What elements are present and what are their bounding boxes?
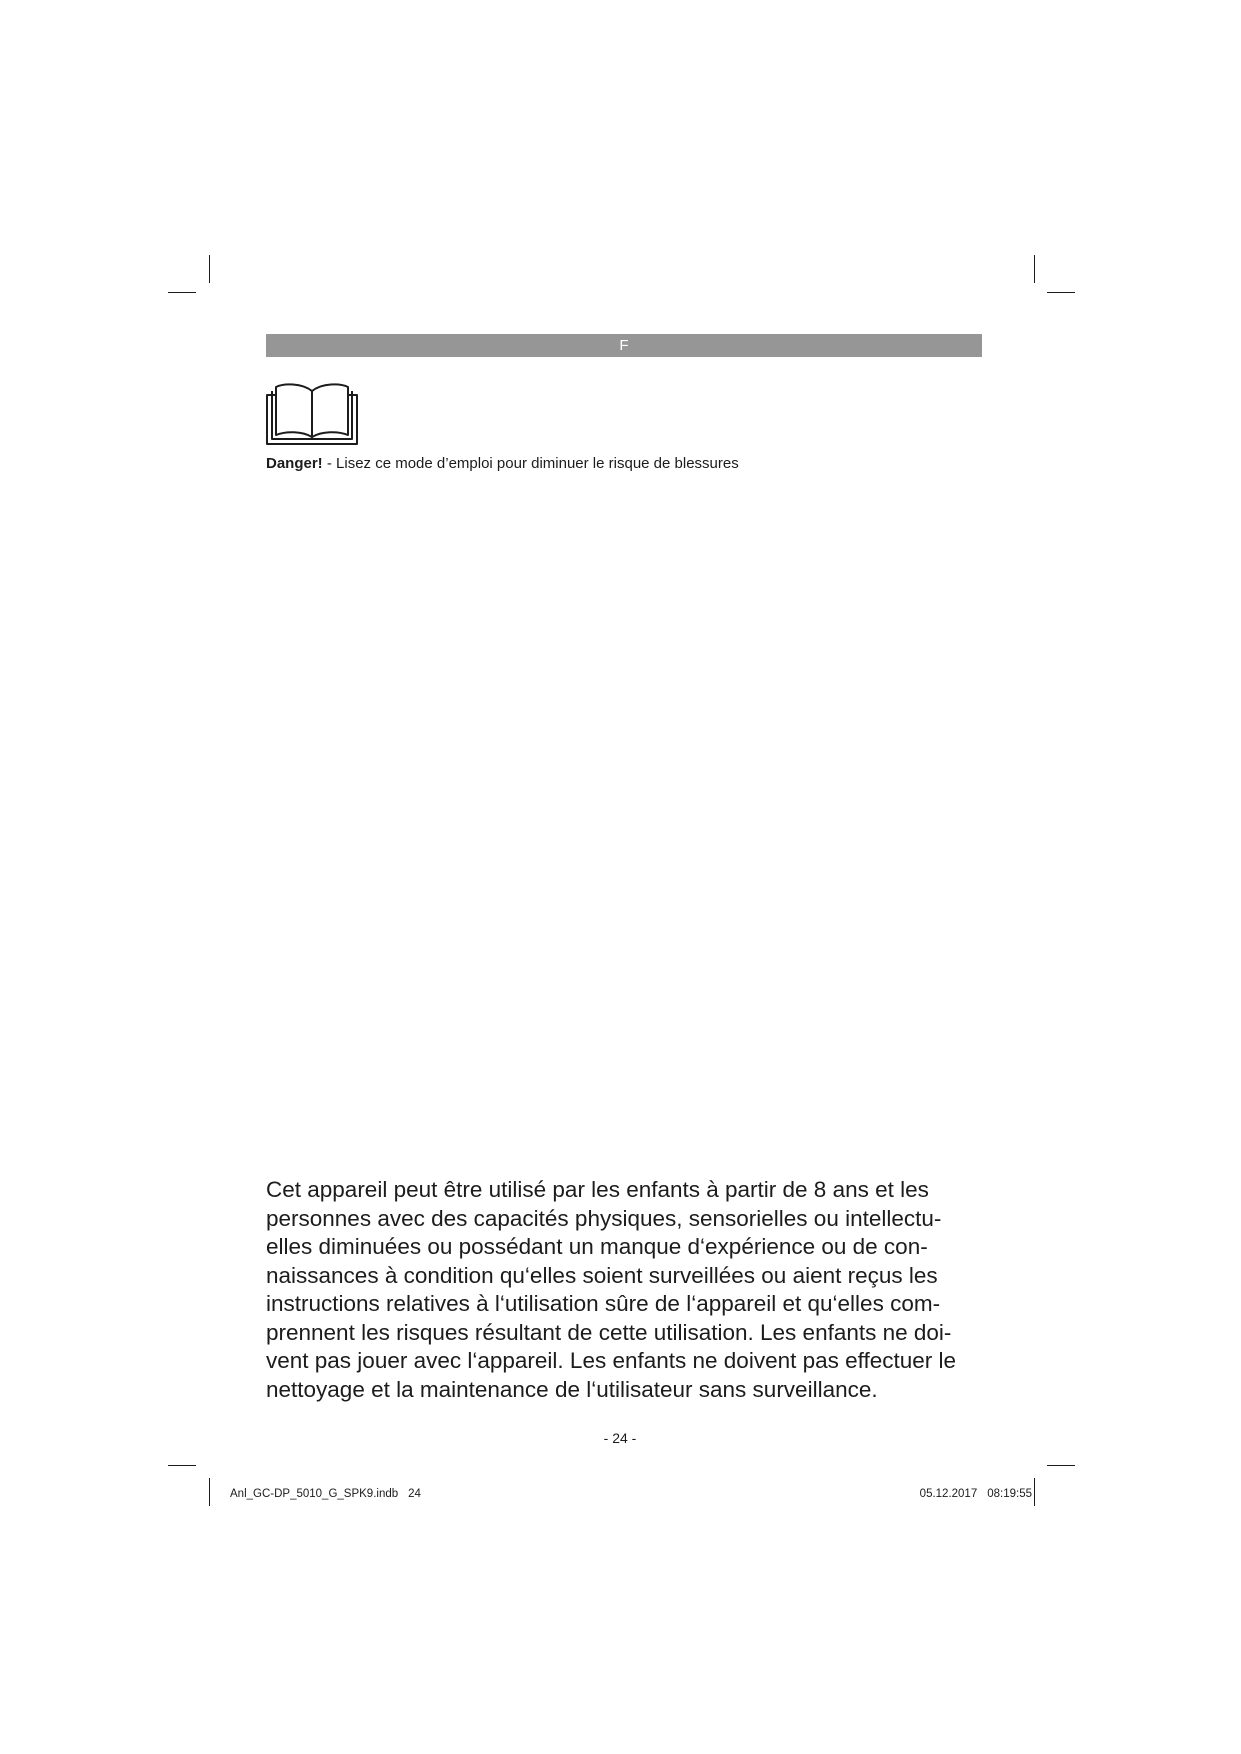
slug-date: 05.12.2017 xyxy=(919,1488,978,1500)
print-slug-file xyxy=(230,1486,421,1502)
paragraph-line: naissances à condition qu‘elles soient surveillées ou aient reçus les xyxy=(266,1262,938,1288)
language-header-bar xyxy=(266,334,982,357)
paragraph-line: nettoyage et la maintenance de l‘utilisateur sans surveillance. xyxy=(266,1376,878,1402)
slug-time: 08:19:55 xyxy=(987,1488,1032,1500)
danger-text: - Lisez ce mode d’emploi pour diminuer le risque de blessures xyxy=(322,455,739,472)
crop-mark-top-left-horizontal xyxy=(168,292,196,293)
paragraph-line: elles diminuées ou possédant un manque d‘expérience ou de con- xyxy=(266,1234,928,1259)
crop-mark-bottom-right-horizontal xyxy=(1047,1465,1075,1466)
crop-mark-bottom-left-horizontal xyxy=(168,1465,196,1466)
crop-mark-top-right-vertical xyxy=(1034,255,1035,283)
crop-mark-bottom-right-vertical xyxy=(1034,1478,1035,1506)
paragraph-line: instructions relatives à l‘utilisation sûre de l‘appareil et qu‘elles com- xyxy=(266,1291,941,1316)
language-code: F xyxy=(619,337,629,354)
slug-file-page: 24 xyxy=(408,1488,421,1500)
open-book-icon xyxy=(266,381,358,445)
crop-mark-bottom-left-vertical xyxy=(209,1478,210,1506)
print-slug-timestamp xyxy=(920,1486,1032,1502)
danger-warning xyxy=(266,454,739,474)
slug-file-name: Anl_GC-DP_5010_G_SPK9.indb xyxy=(230,1488,399,1500)
paragraph-line: personnes avec des capacités physiques, sensorielles ou intellectu- xyxy=(266,1205,942,1231)
paragraph-line: Cet appareil peut être utilisé par les enfants à partir de 8 ans et les xyxy=(266,1177,929,1202)
danger-label: Danger! xyxy=(266,455,323,472)
crop-mark-top-right-horizontal xyxy=(1047,292,1075,293)
page-number: - 24 - xyxy=(603,1430,637,1446)
safety-paragraph xyxy=(266,1176,986,1404)
paragraph-line: prennent les risques résultant de cette utilisation. Les enfants ne doi- xyxy=(266,1319,952,1345)
paragraph-line: vent pas jouer avec l‘appareil. Les enfants ne doivent pas effectuer le xyxy=(266,1348,957,1373)
crop-mark-top-left-vertical xyxy=(209,255,210,283)
